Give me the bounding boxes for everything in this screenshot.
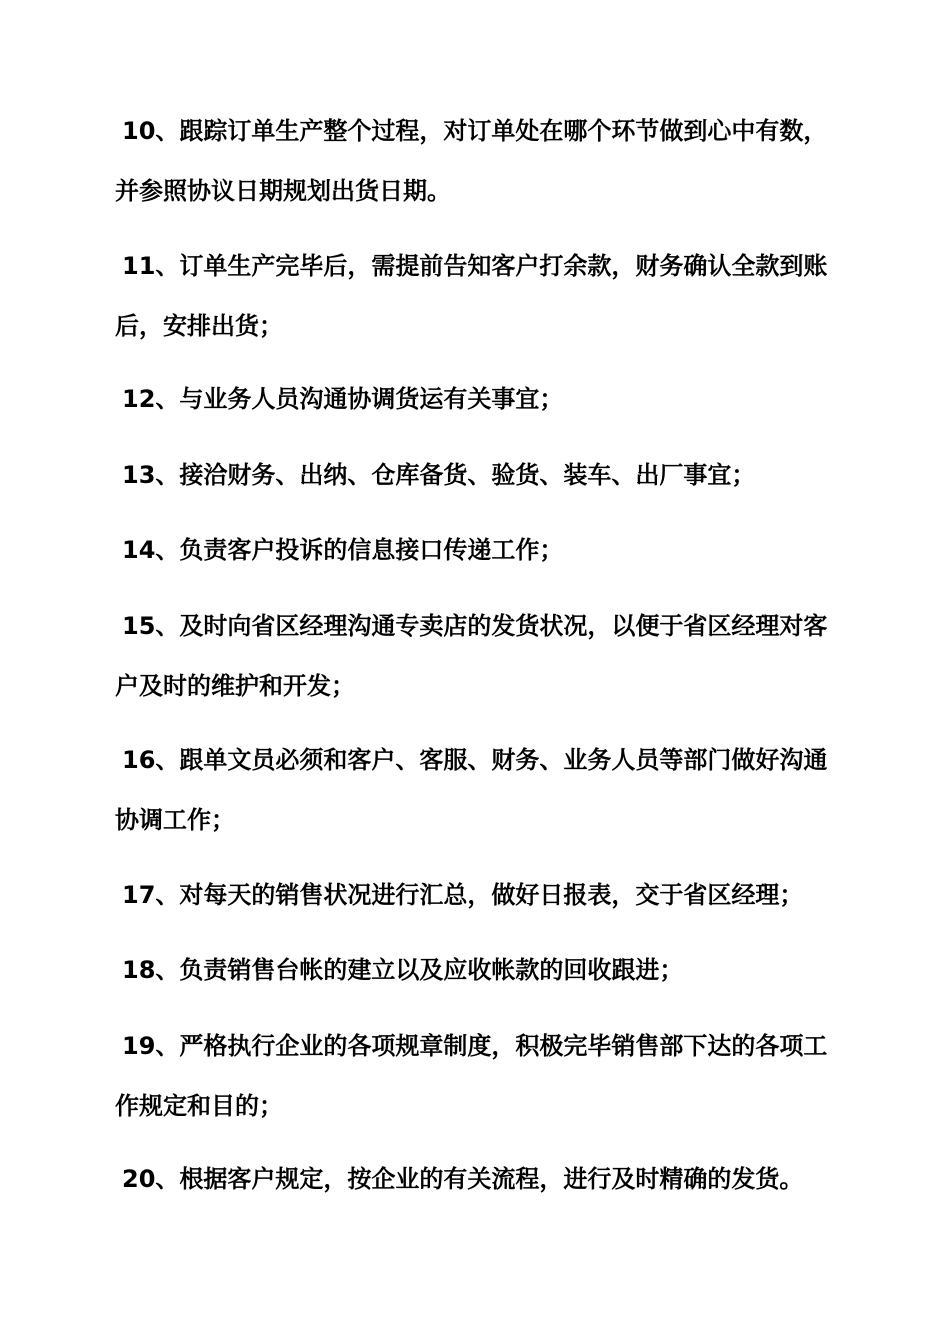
item-20-line-1: 20、根据客户规定，按企业的有关流程，进行及时精确的发货。 — [122, 1165, 804, 1193]
item-12-line-1: 12、与业务人员沟通协调货运有关事宜； — [122, 385, 564, 413]
item-16-line-2: 协调工作； — [115, 806, 235, 834]
item-11-line-2: 后，安排出货； — [115, 312, 283, 340]
item-18-line-1: 18、负责销售台帐的建立以及应收帐款的回收跟进； — [122, 956, 684, 984]
item-15-line-1: 15、及时向省区经理沟通专卖店的发货状况，以便于省区经理对客 — [122, 612, 828, 640]
item-14-line-1: 14、负责客户投诉的信息接口传递工作； — [122, 536, 564, 564]
item-15-line-2: 户及时的维护和开发； — [115, 672, 355, 700]
item-10-line-1: 10、跟踪订单生产整个过程，对订单处在哪个环节做到心中有数， — [122, 117, 828, 145]
item-17-line-1: 17、对每天的销售状况进行汇总，做好日报表，交于省区经理； — [122, 881, 804, 909]
item-16-line-1: 16、跟单文员必须和客户、客服、财务、业务人员等部门做好沟通 — [122, 746, 828, 774]
item-10-line-2: 并参照协议日期规划出货日期。 — [115, 177, 451, 205]
item-19-line-2: 作规定和目的； — [115, 1092, 283, 1120]
item-19-line-1: 19、严格执行企业的各项规章制度，积极完毕销售部下达的各项工 — [122, 1032, 828, 1060]
item-13-line-1: 13、接洽财务、出纳、仓库备货、验货、装车、出厂事宜； — [122, 461, 756, 489]
item-11-line-1: 11、订单生产完毕后，需提前告知客户打余款，财务确认全款到账 — [122, 252, 828, 280]
